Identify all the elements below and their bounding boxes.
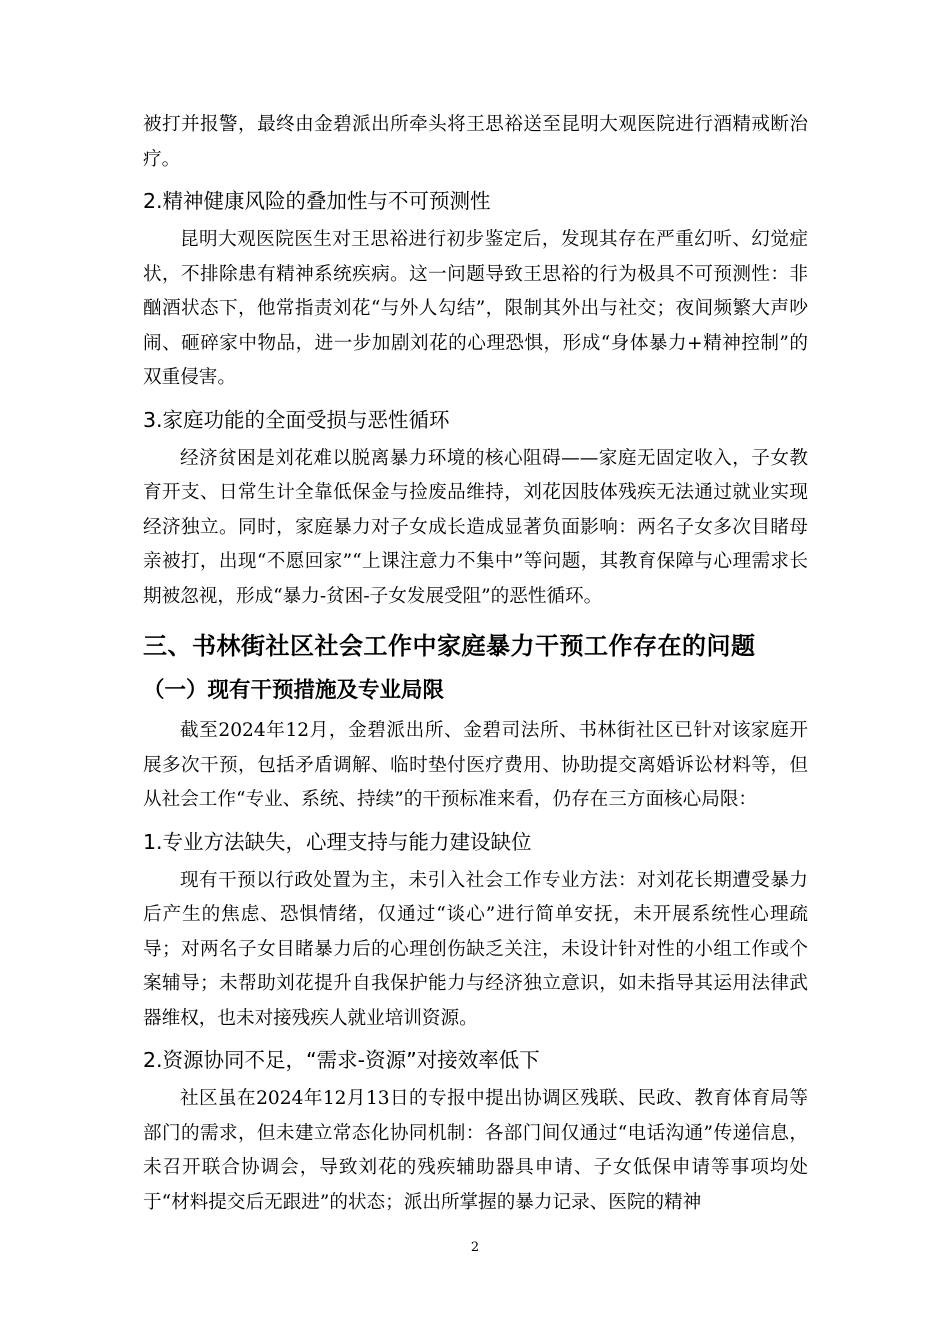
paragraph: 昆明大观医院医生对王思裕进行初步鉴定后，发现其存在严重幻听、幻觉症状，不排除患有精神系统疾病。这一问题导致王思裕的行为极具不可预测性：非酗酒状态下，他常指责刘花“与外人勾结”，限制其外出与社交；夜间频繁大声吵闹、砸碎家中物品，进一步加剧刘花的心理恐惧，形成“身体暴力+精神控制”的双重侵害。 xyxy=(143,229,808,388)
paragraph: 社区虽在2024年12月13日的专报中提出协调区残联、民政、教育体育局等部门的需求，但未建立常态化协同机制：各部门间仅通过“电话沟通”传递信息，未召开联合协调会，导致刘花的残疾辅助器具申请、子女低保申请等事项均处于“材料提交后无跟进”的状态；派出所掌握的暴力记录、医院的精神 xyxy=(143,1088,808,1213)
paragraph: 被打并报警，最终由金碧派出所牵头将王思裕送至昆明大观医院进行酒精戒断治疗。 xyxy=(143,114,808,170)
paragraph: 现有干预以行政处置为主，未引入社会工作专业方法：对刘花长期遭受暴力后产生的焦虑、恐惧情绪，仅通过“谈心”进行简单安抚，未开展系统性心理疏导；对两名子女目睹暴力后的心理创伤缺乏关注，未设计针对性的小组工作或个案辅导；未帮助刘花提升自我保护能力与经济独立意识，如未指导其运用法律武器维权，也未对接残疾人就业培训资源。 xyxy=(143,869,808,1029)
paragraph: 截至2024年12月，金碧派出所、金碧司法所、书林街社区已针对该家庭开展多次干预，包括矛盾调解、临时垫付医疗费用、协助提交离婚诉讼材料等，但从社会工作“专业、系统、持续”的干预标准来看，仍存在三方面核心局限： xyxy=(143,720,808,810)
page-body xyxy=(143,108,808,1220)
paragraph: 经济贫困是刘花难以脱离暴力环境的核心阻碍——家庭无固定收入，子女教育开支、日常生计全靠低保金与捡废品维持，刘花因肢体残疾无法通过就业实现经济独立。同时，家庭暴力对子女成长造成显著负面影响：两名子女多次目睹母亲被打，出现“不愿回家”“上课注意力不集中”等问题，其教育保障与心理需求长期被忽视，形成“暴力-贫困-子女发展受阻”的恶性循环。 xyxy=(143,447,808,607)
subsection-heading: 2.资源协同不足，“需求-资源”对接效率低下 xyxy=(143,1048,540,1072)
section-heading: （一）现有干预措施及专业局限 xyxy=(143,678,445,703)
subsection-heading: 3.家庭功能的全面受损与恶性循环 xyxy=(143,407,450,432)
subsection-heading: 1.专业方法缺失，心理支持与能力建设缺位 xyxy=(143,829,532,854)
subsection-heading: 2.精神健康风险的叠加性与不可预测性 xyxy=(143,189,491,213)
page-number: 2 xyxy=(470,1240,480,1255)
chapter-heading: 三、书林街社区社会工作中家庭暴力干预工作存在的问题 xyxy=(143,632,756,660)
